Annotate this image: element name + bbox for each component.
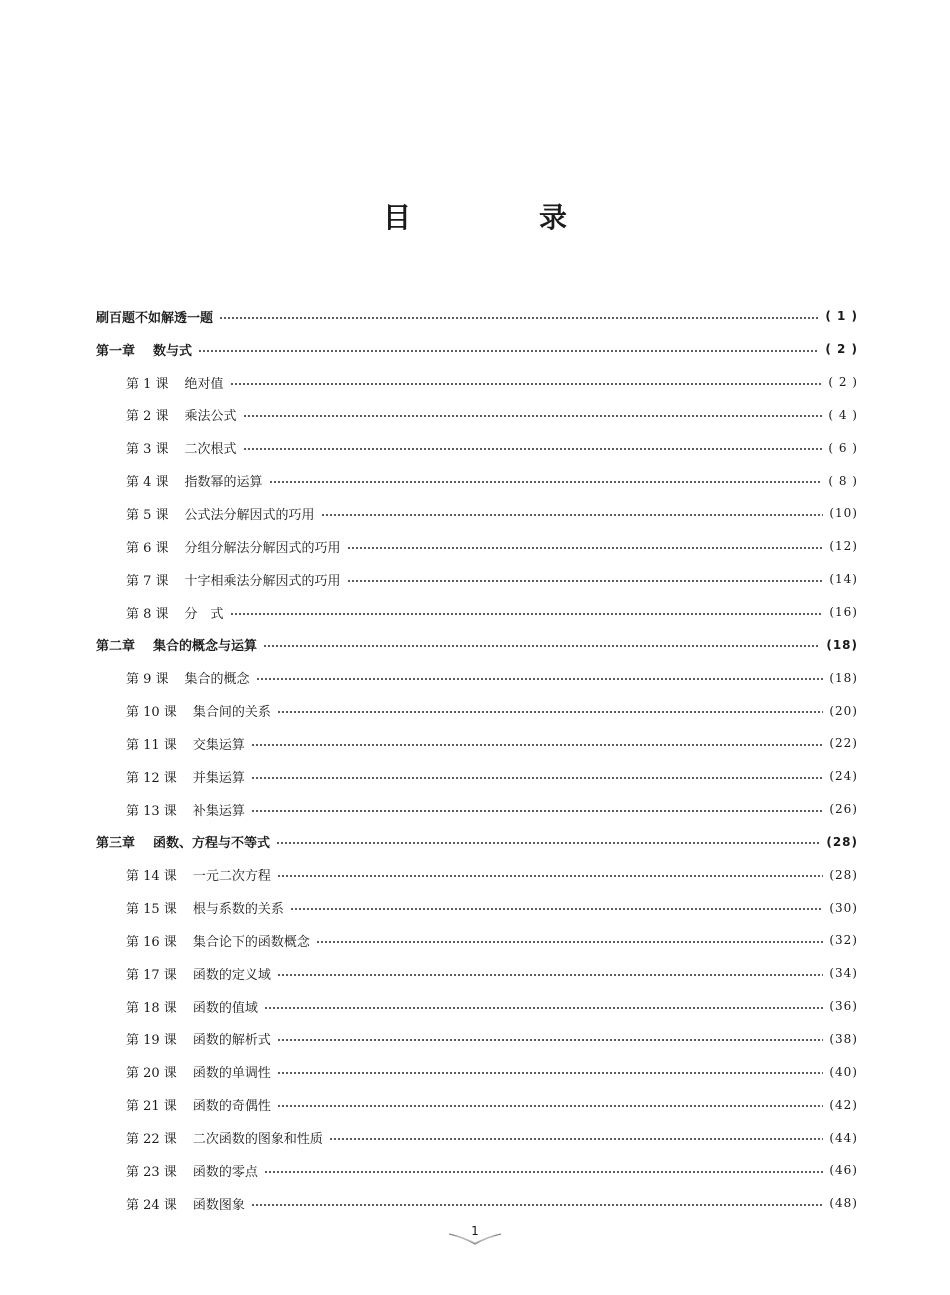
toc-entry-number: 第 4 课 [126,475,169,491]
toc-entry-title: 数与式 [153,343,193,359]
toc-entry-title: 二次函数的图象和性质 [192,1132,323,1148]
toc-page-ref: (26) [829,802,858,817]
dot-leader [277,711,824,713]
toc-entry-number: 第 23 课 [126,1164,177,1180]
toc-entry-title: 分 式 [184,606,224,622]
toc-entry-title: 公式法分解因式的巧用 [184,507,315,523]
toc-chapter-row[interactable] [96,826,858,859]
toc-chapter-row[interactable] [96,300,858,333]
toc-page-ref: ( 6 ) [828,440,858,455]
toc-entry-title: 函数的零点 [192,1164,258,1180]
page-number-footer [445,1224,505,1248]
dot-leader [277,974,824,976]
toc-entry-number: 第 3 课 [126,442,169,458]
toc-entry-title: 分组分解法分解因式的巧用 [184,540,341,556]
toc-entry-number: 第 13 课 [126,803,177,819]
toc-lesson-row[interactable] [96,1154,858,1187]
dot-leader [329,1138,824,1140]
toc-page-ref: (20) [829,703,858,718]
toc-entry-title: 集合论下的函数概念 [192,934,310,950]
toc-lesson-row[interactable] [96,431,858,464]
toc-entry-number: 第 15 课 [126,902,177,918]
dot-leader [219,317,819,319]
toc-page-ref: (38) [829,1031,858,1046]
toc-entry-number: 第 11 课 [126,737,177,753]
toc-entry-title: 并集运算 [192,770,245,786]
toc-page-ref: (10) [829,506,858,521]
dot-leader [264,1007,824,1009]
toc-page-ref: (48) [829,1196,858,1211]
toc-chapter-row[interactable] [96,333,858,366]
dot-leader [347,547,824,549]
dot-leader [251,777,824,779]
toc-entry-title: 一元二次方程 [192,869,271,885]
toc-page-ref: (24) [829,769,858,784]
toc-lesson-row[interactable] [96,694,858,727]
toc-page-ref: (36) [829,999,858,1014]
page-number: 1 [471,1224,479,1238]
toc-entry-number: 第 9 课 [126,672,169,688]
toc-page-ref: (42) [829,1097,858,1112]
dot-leader [251,744,824,746]
toc-entry-title: 乘法公式 [184,409,237,425]
toc-entry-title: 集合的概念 [184,672,250,688]
toc-lesson-row[interactable] [96,530,858,563]
toc-lesson-row[interactable] [96,924,858,957]
toc-entry-number: 第 1 课 [126,376,169,392]
toc-page-ref: (22) [829,736,858,751]
toc-entry-title: 十字相乘法分解因式的巧用 [184,573,341,589]
toc-entry-number: 第 22 课 [126,1132,177,1148]
toc-page-ref: (44) [829,1130,858,1145]
toc-entry-number: 第一章 [96,343,136,359]
toc-page-ref: (28) [829,867,858,882]
toc-page-ref: ( 2 ) [828,375,858,390]
toc-page-ref: (40) [829,1064,858,1079]
toc-lesson-row[interactable] [96,563,858,596]
dot-leader [256,678,824,680]
toc-lesson-row[interactable] [96,858,858,891]
dot-leader [264,1171,824,1173]
toc-entry-title: 刷百题不如解透一题 [96,310,214,326]
toc-entry-number: 第 16 课 [126,934,177,950]
toc-page-ref: (46) [829,1163,858,1178]
toc-lesson-row[interactable] [96,1023,858,1056]
toc-entry-title: 函数的奇偶性 [192,1099,271,1115]
dot-leader [277,1105,824,1107]
dot-leader [251,1204,824,1206]
toc-entry-title: 集合的概念与运算 [153,639,258,655]
toc-chapter-row[interactable] [96,628,858,661]
toc-page-ref: (34) [829,966,858,981]
toc-entry-title: 指数幂的运算 [184,475,263,491]
toc-entry-number: 第 18 课 [126,1000,177,1016]
toc-entry-title: 交集运算 [192,737,245,753]
toc-lesson-row[interactable] [96,1121,858,1154]
toc-entry-number: 第 12 课 [126,770,177,786]
toc-entry-title: 补集运算 [192,803,245,819]
toc-lesson-row[interactable] [96,399,858,432]
toc-lesson-row[interactable] [96,957,858,990]
page-title: 目 录 [382,201,617,234]
dot-leader [230,383,823,385]
toc-entry-title: 函数图象 [192,1197,245,1213]
dot-leader [316,941,824,943]
toc-page-ref: (18) [829,670,858,685]
toc-entry-number: 第 2 课 [126,409,169,425]
toc-entry-number: 第 14 课 [126,869,177,885]
dot-leader [347,580,824,582]
toc-entry-title: 函数的单调性 [192,1066,271,1082]
toc-entry-title: 函数的解析式 [192,1033,271,1049]
toc-entry-title: 二次根式 [184,442,237,458]
toc-entry-number: 第 5 课 [126,507,169,523]
dot-leader [230,613,824,615]
toc-entry-number: 第 7 课 [126,573,169,589]
toc-entry-number: 第 20 课 [126,1066,177,1082]
dot-leader [276,842,820,844]
toc-entry-title: 绝对值 [184,376,224,392]
dot-leader [290,908,824,910]
toc-lesson-row[interactable] [96,497,858,530]
toc-entry-title: 集合间的关系 [192,705,271,721]
dot-leader [198,350,819,352]
toc-entry-number: 第 21 课 [126,1099,177,1115]
table-of-contents [96,300,858,1220]
toc-lesson-row[interactable] [96,464,858,497]
dot-leader [269,481,823,483]
toc-entry-number: 第 10 课 [126,705,177,721]
dot-leader [277,1039,824,1041]
toc-page-ref: (28) [826,834,858,849]
dot-leader [263,645,820,647]
toc-lesson-row[interactable] [96,793,858,826]
toc-entry-number: 第 17 课 [126,967,177,983]
toc-entry-number: 第 24 课 [126,1197,177,1213]
toc-entry-number: 第 19 课 [126,1033,177,1049]
toc-lesson-row[interactable] [96,891,858,924]
toc-lesson-row[interactable] [96,366,858,399]
toc-entry-title: 根与系数的关系 [192,902,284,918]
toc-page-ref: (14) [829,572,858,587]
toc-lesson-row[interactable] [96,990,858,1023]
toc-lesson-row[interactable] [96,1055,858,1088]
toc-lesson-row[interactable] [96,1088,858,1121]
toc-entry-number: 第 6 课 [126,540,169,556]
toc-page-ref: ( 1 ) [825,309,858,324]
toc-lesson-row[interactable] [96,596,858,629]
toc-page-ref: ( 2 ) [825,342,858,357]
toc-page-ref: ( 8 ) [828,473,858,488]
toc-page-ref: (18) [826,637,858,652]
dot-leader [243,448,823,450]
toc-lesson-row[interactable] [96,661,858,694]
toc-page-ref: (16) [829,605,858,620]
toc-entry-number: 第三章 [96,836,136,852]
toc-entry-title: 函数的值域 [192,1000,258,1016]
dot-leader [277,1072,824,1074]
dot-leader [277,875,824,877]
toc-entry-number: 第 8 课 [126,606,169,622]
toc-entry-number: 第二章 [96,639,136,655]
dot-leader [321,514,824,516]
toc-page-ref: (30) [829,900,858,915]
toc-lesson-row[interactable] [96,760,858,793]
toc-page-ref: ( 4 ) [828,407,858,422]
toc-page-ref: (32) [829,933,858,948]
toc-lesson-row[interactable] [96,1187,858,1220]
toc-lesson-row[interactable] [96,727,858,760]
toc-entry-title: 函数、方程与不等式 [153,836,271,852]
toc-page-ref: (12) [829,539,858,554]
dot-leader [251,810,824,812]
dot-leader [243,415,823,417]
toc-entry-title: 函数的定义域 [192,967,271,983]
